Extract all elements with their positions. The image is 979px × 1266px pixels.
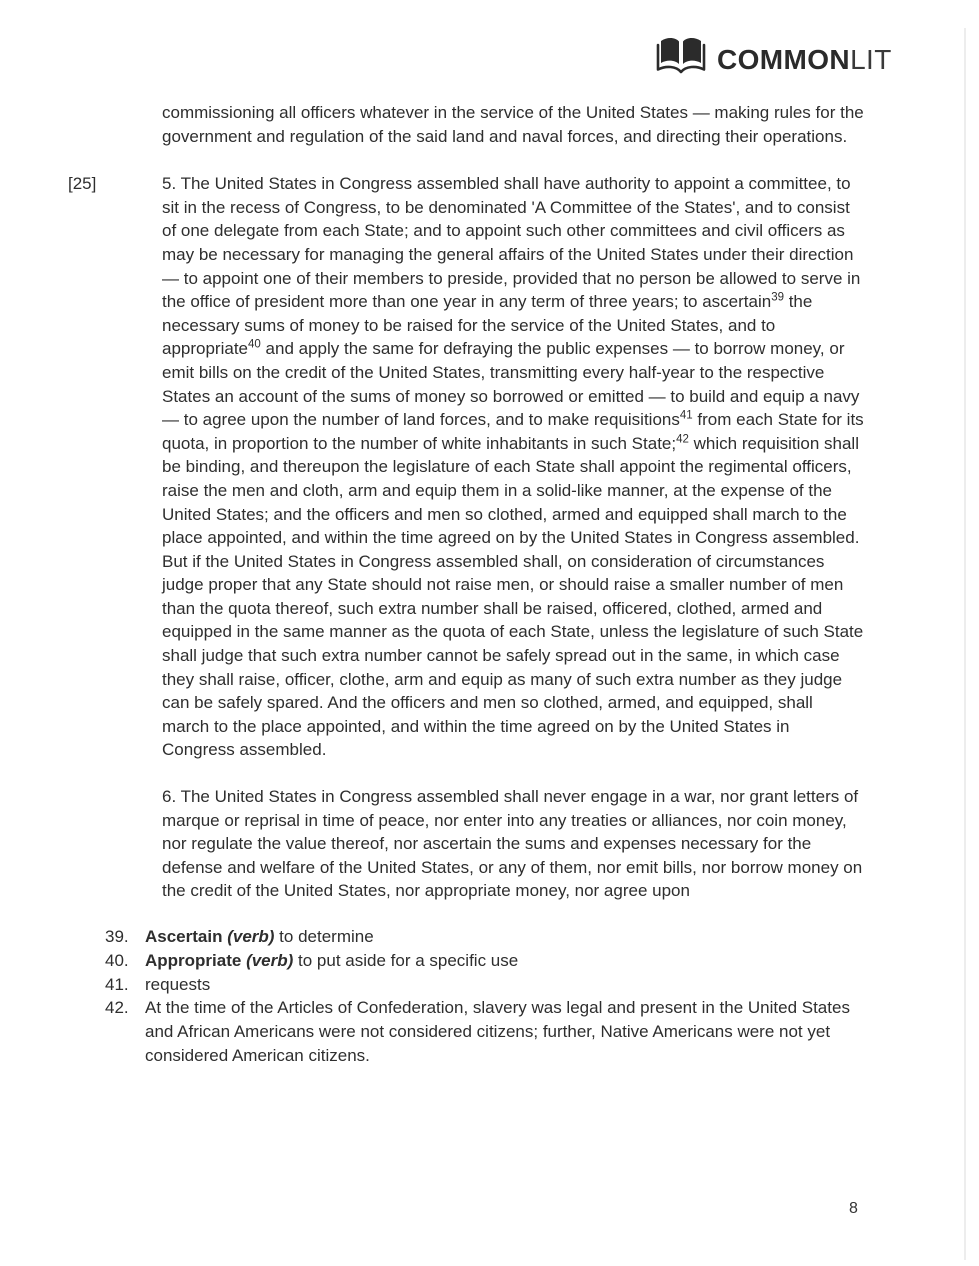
footnote-term: Ascertain	[145, 927, 228, 946]
footnote-number: 40.	[105, 950, 129, 970]
footnote-text	[145, 925, 862, 949]
footnote-text	[145, 949, 862, 973]
footnote-number: 41.	[105, 974, 129, 994]
footnote-42	[105, 996, 862, 1067]
page-number: 8	[849, 1200, 858, 1217]
footnote-39	[105, 925, 862, 949]
footnote-reference-superscript: 41	[679, 409, 693, 422]
paragraph-5-block	[68, 172, 864, 762]
footnote-reference-superscript: 40	[248, 338, 261, 351]
footnote-part-of-speech: (verb)	[246, 950, 299, 970]
logo-wordmark-bold: COMMON	[717, 43, 851, 75]
footnote-definition: to determine	[279, 927, 374, 946]
scan-artifact-line	[964, 28, 966, 1260]
footnote-number: 42.	[105, 998, 129, 1018]
logo-wordmark-light: LIT	[850, 43, 892, 75]
paragraph-continuation: commissioning all officers whatever in the service of the United States — making rules for the government and regulation of the said land and naval forces, and directing their operations.	[162, 103, 864, 146]
footnote-term: Appropriate	[145, 950, 247, 970]
footnote-definition: requests	[145, 974, 211, 994]
footnotes-list	[105, 925, 862, 1068]
footnote-text	[145, 996, 862, 1067]
footnote-40	[105, 949, 862, 973]
footnote-text	[145, 973, 862, 997]
footnote-part-of-speech: (verb)	[227, 927, 280, 946]
paragraph-6: 6. The United States in Congress assembled shall never engage in a war, nor grant letters of marque or reprisal in time of peace, nor enter into any treaties or alliances, nor coin money, nor regulate the value thereof, nor ascertain the sums and expenses necessary for the defense and welfare of the United States, or any of them, nor emit bills, nor borrow money on the credit of the United States, nor appropriate money, nor agree upon	[162, 787, 863, 901]
footnote-definition: At the time of the Articles of Confederation, slavery was legal and present in the United States and African Americans were not considered citizens; further, Native Americans were not yet considered American citizens.	[145, 998, 850, 1065]
paragraph-number-marker: [25]	[68, 174, 97, 194]
footnote-41	[105, 973, 862, 997]
footnote-reference-superscript: 39	[771, 291, 784, 304]
footnote-number: 39.	[105, 927, 129, 946]
paragraph-5: 5. The United States in Congress assembled shall have authority to appoint a committee, to sit in the recess of Congress, to be denominated 'A Committee of the States', and to consist of one delegate from each State; and to appoint such other committees and civil officers as may be necessary for managing the general affairs of the United States under their direction — to appoint one of their members to preside, provided that no person be allowed to serve in the office of president more than one year in any term of three years; to ascertain$^{39}$ the necessary sums of money to be raised for the service of the United States, and to appropriate$^{40}$ and apply the same for defraying the public expenses — to borrow money, or emit bills on the credit of the United States, transmitting every half-year to the respective States an account of the sums of money so borrowed or emitted — to build and equip a navy — to agree upon the number of land forces, and to make requisitions$^{41}$ from each State for its quota, in proportion to the number of white inhabitants in such State;$^{42}$ which requisition shall be binding, and thereupon the legislature of each State shall appoint the regimental officers, raise the men and cloth, arm and equip them in a solid-like manner, at the expense of the United States; and the officers and men so clothed, armed and equipped shall march to the place appointed, and within the time agreed on by the United States in Congress assembled. But if the United States in Congress assembled shall, on consideration of circumstances judge proper that any State should not raise men, or should raise a smaller number of men than the quota thereof, such extra number shall be raised, officered, clothed, armed and equipped in the same manner as the quota of each State, unless the legislature of such State shall judge that such extra number cannot be safely spread out in the same, in which case they shall raise, officer, clothe, arm and equip as many of such extra number as they judge can be safely spared. And the officers and men so clothed, armed, and equipped, shall march to the place appointed, and within the time agreed on by the United States in Congress assembled.	[162, 174, 864, 760]
document-text-column	[68, 0, 864, 1068]
footnote-definition: to put aside for a specific use	[298, 950, 519, 970]
footnote-reference-superscript: 42	[676, 433, 689, 446]
